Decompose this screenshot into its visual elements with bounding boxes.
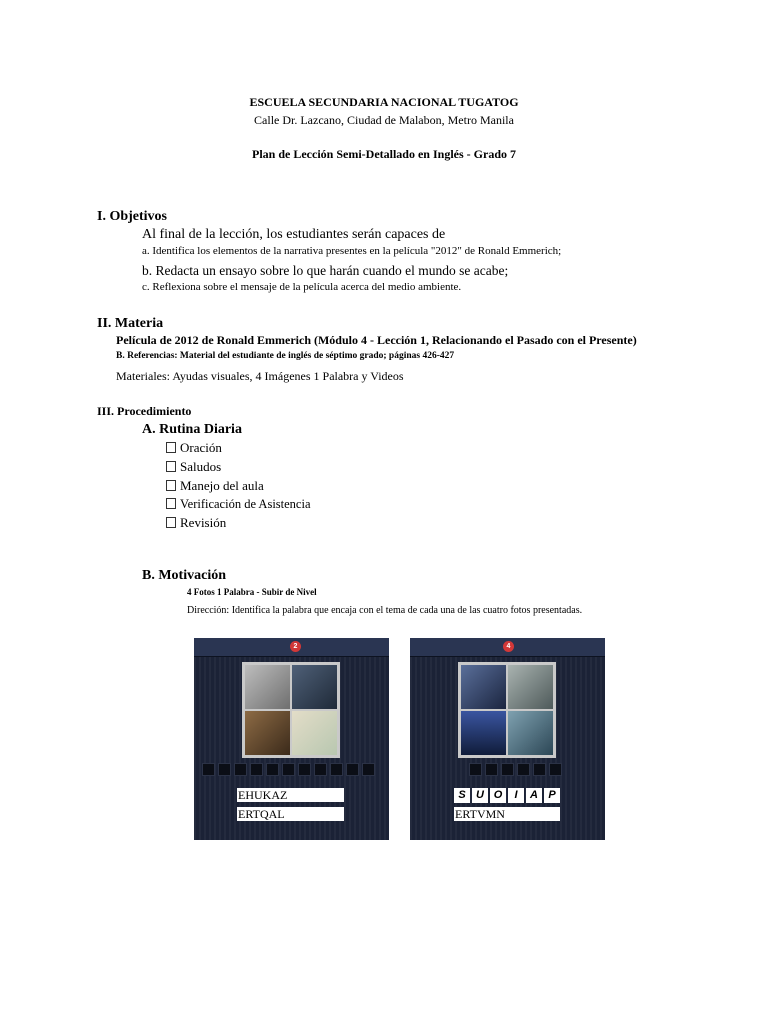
picture-tile <box>508 711 553 755</box>
picture-tile <box>461 665 506 709</box>
game-screenshot-1 <box>194 638 389 840</box>
four-pictures-grid <box>242 662 340 758</box>
motivation-direction: Dirección: Identifica la palabra que encaja con el tema de cada una de las cuatro fotos presentadas. <box>187 605 583 616</box>
four-pictures-grid <box>458 662 556 758</box>
picture-tile <box>245 665 290 709</box>
letter-tile: S <box>454 788 470 803</box>
game-screenshot-2 <box>410 638 605 840</box>
school-name: ESCUELA SECUNDARIA NACIONAL TUGATOG <box>249 95 519 109</box>
picture-tile <box>508 665 553 709</box>
level-badge: 2 <box>290 641 301 652</box>
routine-item-label: Manejo del aula <box>180 478 264 493</box>
objective-a: a. Identifica los elementos de la narrativa presentes en la película "2012" de Ronald Emmerich; <box>142 245 562 257</box>
checkbox-icon <box>166 498 176 509</box>
routine-item-label: Revisión <box>180 515 227 530</box>
routine-item <box>166 440 222 456</box>
checkbox-icon <box>166 480 176 491</box>
checkbox-icon <box>166 442 176 453</box>
routine-item-label: Verificación de Asistencia <box>180 497 311 511</box>
objective-c: c. Reflexiona sobre el mensaje de la película acerca del medio ambiente. <box>142 281 462 293</box>
motivation-game-title: 4 Fotos 1 Palabra - Subir de Nivel <box>187 587 317 597</box>
routine-item <box>166 515 226 531</box>
materia-references: B. Referencias: Material del estudiante de inglés de séptimo grado; páginas 426-427 <box>116 351 455 361</box>
letter-bank-row-2: ERTVMN <box>454 807 560 821</box>
letter-bank-row-1: EHUKAZ <box>237 788 344 802</box>
picture-tile <box>461 711 506 755</box>
level-badge: 4 <box>503 641 514 652</box>
letter-tile: A <box>526 788 542 803</box>
letter-tile: U <box>472 788 488 803</box>
picture-tile <box>292 711 337 755</box>
answer-tiles <box>202 763 375 776</box>
checkbox-icon <box>166 517 176 528</box>
routine-item-label: Oración <box>180 440 222 455</box>
materia-subject: Película de 2012 de Ronald Emmerich (Módulo 4 - Lección 1, Relacionando el Pasado con el Presente) <box>116 333 637 347</box>
materia-materials: Materiales: Ayudas visuales, 4 Imágenes 1 Palabra y Videos <box>116 369 404 383</box>
procedure-heading: III. Procedimiento <box>97 404 192 418</box>
letter-bank-row-2: ERTQAL <box>237 807 344 821</box>
letter-tile: P <box>544 788 560 803</box>
picture-tile <box>245 711 290 755</box>
plan-title: Plan de Lección Semi-Detallado en Inglés - Grado 7 <box>252 147 516 161</box>
letter-tile: I <box>508 788 524 803</box>
routine-item <box>166 459 221 475</box>
routine-item <box>166 497 311 512</box>
objectives-intro: Al final de la lección, los estudiantes serán capaces de <box>142 227 446 242</box>
answer-tiles <box>469 763 562 776</box>
objective-b: b. Redacta un ensayo sobre lo que harán cuando el mundo se acabe; <box>142 263 509 278</box>
routine-item <box>166 478 264 494</box>
letter-tile: O <box>490 788 506 803</box>
routine-item-label: Saludos <box>180 459 222 474</box>
school-address: Calle Dr. Lazcano, Ciudad de Malabon, Metro Manila <box>254 113 514 127</box>
picture-tile <box>292 665 337 709</box>
checkbox-icon <box>166 461 176 472</box>
routine-heading: A. Rutina Diaria <box>142 422 242 437</box>
objectives-heading: I. Objetivos <box>97 209 167 224</box>
motivation-heading: B. Motivación <box>142 568 226 583</box>
materia-heading: II. Materia <box>97 316 164 331</box>
